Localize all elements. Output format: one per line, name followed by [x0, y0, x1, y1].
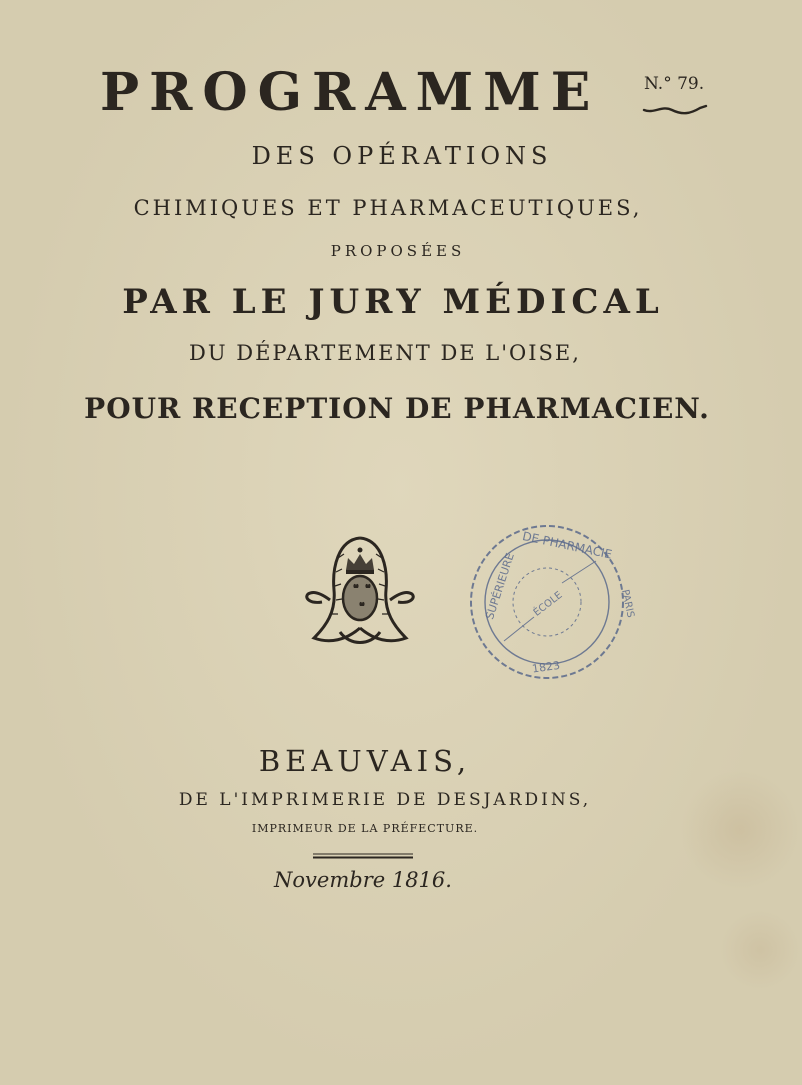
subtitle-des-operations: DES OPÉRATIONS — [251, 142, 553, 170]
subtitle-departement: DU DÉPARTEMENT DE L'OISE, — [189, 341, 581, 365]
royal-crest-icon — [300, 528, 420, 650]
stamp-right-text: PARIS — [619, 588, 636, 619]
subtitle-proposees: PROPOSÉES — [330, 242, 466, 260]
imprint-city: BEAUVAIS, — [258, 744, 472, 778]
imprint-printer-role: IMPRIMEUR DE LA PRÉFECTURE. — [251, 822, 479, 835]
heading-reception: POUR RECEPTION DE PHARMACIEN. — [84, 392, 710, 425]
library-stamp-icon — [464, 521, 636, 683]
heading-jury-medical: PAR LE JURY MÉDICAL — [122, 282, 664, 322]
flourish-icon — [642, 102, 708, 116]
stamp-top-text: DE PHARMACIE — [521, 528, 614, 562]
stamp-left-text: SUPÉRIEURE — [483, 551, 517, 622]
double-rule-divider — [313, 852, 413, 860]
document-number: N.° 79. — [644, 74, 705, 94]
title-programme: PROGRAMME — [100, 62, 601, 123]
imprint-printer: DE L'IMPRIMERIE DE DESJARDINS, — [178, 790, 592, 810]
publication-date: Novembre 1816. — [274, 868, 452, 892]
stamp-center-text: ÉCOLE — [531, 589, 565, 619]
subtitle-chimiques: CHIMIQUES ET PHARMACEUTIQUES, — [133, 196, 643, 220]
stamp-bottom-text: 1823 — [531, 658, 561, 676]
